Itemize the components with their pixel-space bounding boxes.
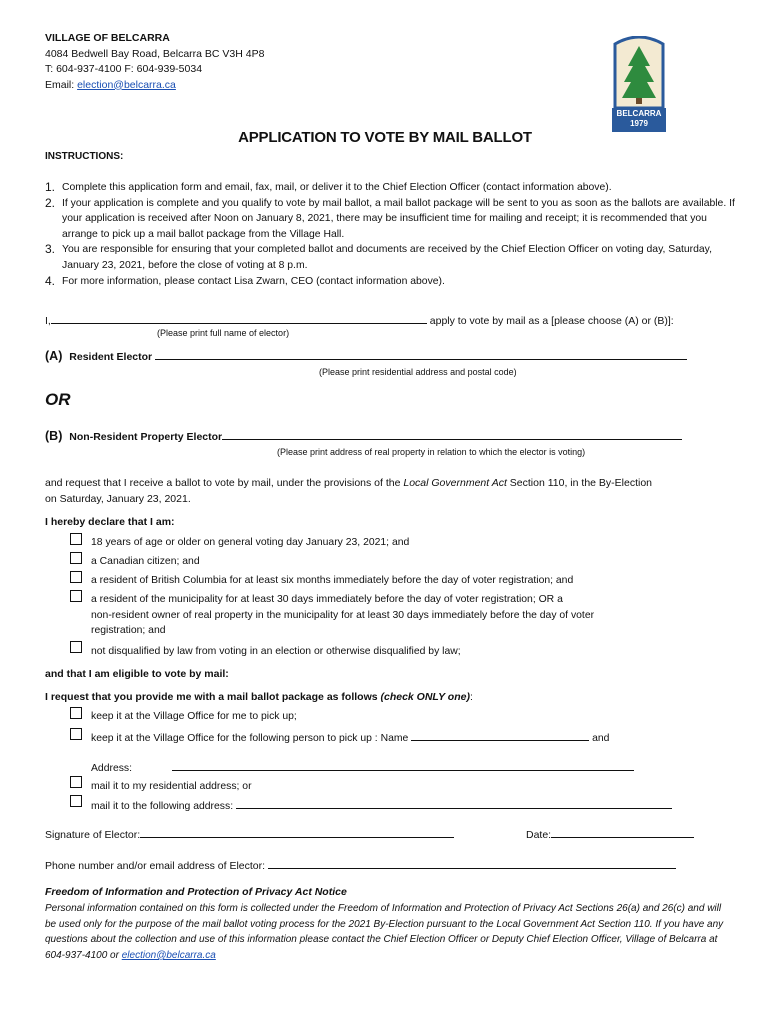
option-b-row bbox=[45, 429, 682, 443]
instruction-item: 3. You are responsible for ensuring that your completed ballot and documents are received by the Chief Election Officer on voting day, Saturday, January 23, 2021, before the close of voting at 8 p.m. bbox=[45, 242, 712, 271]
act-name: Local Government Act bbox=[403, 477, 507, 489]
instruction-item: 1. Complete this application form and email, fax, mail, or deliver it to the Chief Election Officer (contact information above). bbox=[45, 180, 612, 194]
belcarra-logo bbox=[612, 36, 666, 134]
option-b-label: Non-Resident Property Elector bbox=[69, 431, 223, 443]
package-heading: I request that you provide me with a mail ballot package as follows (check ONLY one): bbox=[45, 691, 473, 703]
header-block bbox=[45, 31, 264, 93]
option-a-label: Resident Elector bbox=[69, 351, 153, 363]
declaration-checkbox-age[interactable] bbox=[70, 533, 82, 545]
org-phone: T: 604-937-4100 F: 604-939-5034 bbox=[45, 63, 203, 75]
page-title: APPLICATION TO VOTE BY MAIL BALLOT bbox=[238, 129, 532, 146]
declaration-checkbox-citizen[interactable] bbox=[70, 552, 82, 564]
instructions-heading: INSTRUCTIONS: bbox=[45, 151, 124, 162]
option-b-letter: (B) bbox=[45, 429, 63, 443]
pickup-name-field[interactable] bbox=[411, 730, 589, 741]
package-checkbox-mail-other[interactable] bbox=[70, 795, 82, 807]
package-checkbox-other-pickup[interactable] bbox=[70, 728, 82, 740]
org-name: VILLAGE OF BELCARRA bbox=[45, 32, 170, 44]
signature-row: Signature of Elector: bbox=[45, 827, 454, 841]
instruction-item: 4. For more information, please contact Lisa Zwarn, CEO (contact information above). bbox=[45, 273, 445, 288]
declaration-municipal: a resident of the municipality for at least 30 days immediately before the day of voter registration; OR a non-resident owner of real property in the municipality for at least 30 days immediately before the day of voter registration; and bbox=[91, 594, 595, 637]
package-option-other-pickup: keep it at the Village Office for the following person to pick up : Name and bbox=[91, 730, 609, 747]
signature-field[interactable] bbox=[140, 827, 454, 838]
request-paragraph: and request that I receive a ballot to vote by mail, under the provisions of the Local Government Act Section 110, in the By-Election on Saturday, January 23, 2021. bbox=[45, 477, 653, 505]
email-link[interactable]: election@belcarra.ca bbox=[77, 78, 176, 91]
instruction-item: 2. If your application is complete and you qualify to vote by mail ballot, a mail ballot package will be sent to you as soon as the ballots are available. If your application is received after Noon on January 8, 2021, there may be insufficient time for mailing and receipt; it is recommended that you arrange to pick up a mail ballot package from the Village Hall. bbox=[45, 195, 735, 240]
date-row: Date: bbox=[526, 827, 694, 841]
declaration-checkbox-municipal[interactable] bbox=[70, 590, 82, 602]
declaration-citizen: a Canadian citizen; and bbox=[91, 556, 200, 567]
elector-name-field[interactable] bbox=[51, 313, 427, 324]
pickup-address-field[interactable] bbox=[172, 760, 634, 771]
option-b-hint: (Please print address of real property in relation to which the elector is voting) bbox=[277, 447, 586, 457]
org-email-line bbox=[45, 78, 264, 94]
elector-prefix: I, bbox=[45, 315, 51, 327]
eligible-statement: and that I am eligible to vote by mail: bbox=[45, 668, 229, 680]
declare-heading: I hereby declare that I am: bbox=[45, 516, 175, 528]
declaration-not-disqualified: not disqualified by law from voting in an election or otherwise disqualified by law; bbox=[91, 646, 461, 657]
or-separator: OR bbox=[45, 390, 71, 409]
package-option-self-pickup: keep it at the Village Office for me to pick up; bbox=[91, 711, 297, 722]
date-field[interactable] bbox=[551, 827, 694, 838]
declaration-checkbox-not-disqualified[interactable] bbox=[70, 641, 82, 653]
elector-name-row bbox=[45, 313, 674, 327]
declaration-checkbox-bc-resident[interactable] bbox=[70, 571, 82, 583]
pickup-address-row: Address: bbox=[91, 760, 634, 777]
option-a-row bbox=[45, 349, 687, 363]
elector-name-hint: (Please print full name of elector) bbox=[157, 328, 290, 338]
privacy-email-link[interactable]: election@belcarra.ca bbox=[121, 949, 216, 961]
option-a-letter: (A) bbox=[45, 349, 63, 363]
elector-suffix: apply to vote by mail as a [please choose (A) or (B)]: bbox=[429, 315, 674, 327]
package-checkbox-mail-residential[interactable] bbox=[70, 776, 82, 788]
declaration-bc-resident: a resident of British Columbia for at least six months immediately before the day of voter registration; and bbox=[91, 575, 574, 586]
property-address-field[interactable] bbox=[222, 429, 682, 440]
email-label: Email: bbox=[45, 78, 78, 91]
resident-address-field[interactable] bbox=[155, 349, 687, 360]
logo-name: BELCARRA bbox=[616, 109, 662, 118]
package-option-mail-residential: mail it to my residential address; or bbox=[91, 781, 252, 792]
mail-address-field[interactable] bbox=[236, 798, 672, 809]
privacy-heading: Freedom of Information and Protection of Privacy Act Notice bbox=[45, 886, 347, 898]
option-a-hint: (Please print residential address and postal code) bbox=[319, 367, 517, 377]
declaration-age: 18 years of age or older on general voting day January 23, 2021; and bbox=[91, 537, 410, 548]
contact-row: Phone number and/or email address of Elector: bbox=[45, 858, 676, 872]
logo-year: 1979 bbox=[630, 119, 648, 128]
package-option-mail-other: mail it to the following address: bbox=[91, 798, 672, 815]
instructions-list bbox=[45, 180, 735, 289]
org-address: 4084 Bedwell Bay Road, Belcarra BC V3H 4P8 bbox=[45, 47, 265, 60]
contact-field[interactable] bbox=[268, 858, 676, 869]
privacy-text: Personal information contained on this form is collected under the Freedom of Information and Protection of Privacy Act Sections 26(a) and 26(c) and will be used only for the purpose of the mail ballot voting process for the 2021 By-Election pursuant to the Local Government Act Section 110. If you have any questions about the collection and use of this information please contact the Chief Election Officer or Deputy Chief Election Officer, Village of Belcarra at 604-937-4100 or election@belcarra.ca bbox=[45, 903, 724, 961]
package-checkbox-self-pickup[interactable] bbox=[70, 707, 82, 719]
